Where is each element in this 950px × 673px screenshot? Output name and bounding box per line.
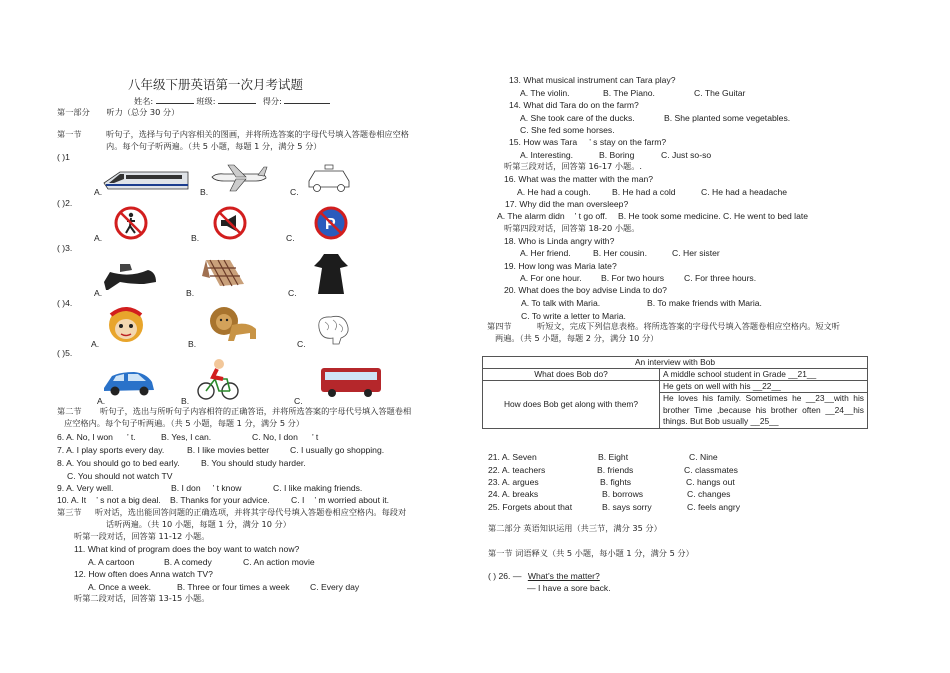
part2-heading: 第二部分 英语知识运用（共三节，满分 35 分） <box>488 523 662 533</box>
sec2-instruction-1: 听句子，选出与所听句子内容相符的正确答语，并将所选答案的字母代号填入答题卷相 <box>100 406 412 416</box>
q14-question: 14. What did Tara do on the farm? <box>509 100 639 110</box>
q2-choice-b: B. <box>191 233 200 243</box>
sec1-label: 第一节 <box>57 129 82 139</box>
q25-option-b: B. says sorry <box>602 502 652 512</box>
q26-line <box>488 571 600 582</box>
q23-option-a: 23. A. argues <box>488 477 539 487</box>
name-label: 姓名: <box>134 96 154 106</box>
q18-option-a: A. Her friend. <box>520 248 571 258</box>
q15-question-start: 15. How was Tara <box>509 137 578 147</box>
q21-option-b: B. Eight <box>598 452 629 462</box>
q24-option-c: C. changes <box>687 489 731 499</box>
part1-heading <box>57 107 179 118</box>
q3-choice-c: C. <box>288 288 297 298</box>
q1-choice-b: B. <box>200 187 209 197</box>
table-cell-q1: What does Bob do? <box>483 369 660 381</box>
part2-sec1: 第一节 词语释义（共 5 小题，每小题 1 分，满分 5 分） <box>488 548 694 558</box>
interview-table <box>482 356 868 429</box>
monkey-king-mask-image <box>101 303 151 347</box>
q13-option-a: A. The violin. <box>520 88 570 98</box>
picture-question-4-number: ( )4. <box>57 298 73 308</box>
picture-question-5-number: ( )5. <box>57 348 73 358</box>
q22-option-c: C. classmates <box>684 465 738 475</box>
brain-sketch-image <box>311 312 355 346</box>
svg-text:P: P <box>325 216 336 233</box>
black-dress-image <box>310 252 352 296</box>
dialog1-label: 听第一段对话，回答第 11-12 小题。 <box>74 531 210 541</box>
q11-option-c: C. An action movie <box>243 557 315 567</box>
boy-on-bicycle-image <box>195 357 241 403</box>
q12-option-b: B. Three or four times a week <box>177 582 290 592</box>
q9-option-a: 9. A. Very well. <box>57 483 114 493</box>
q5-choice-c: C. <box>294 396 303 406</box>
part1-text: 听力（总分 30 分） <box>106 107 180 117</box>
q6-c-text-end: ’ t <box>311 432 319 442</box>
q15-option-a: A. Interesting. <box>520 150 574 160</box>
q2-choice-a: A. <box>94 233 103 243</box>
q17-option-b: B. He took some medicine. <box>618 211 721 221</box>
q24-option-a: 24. A. breaks <box>488 489 539 499</box>
q21-option-c: C. Nine <box>689 452 718 462</box>
q14-option-b: B. She planted some vegetables. <box>664 113 791 123</box>
q4-choice-c: C. <box>297 339 306 349</box>
q25-option-c: C. feels angry <box>687 502 741 512</box>
q11-question: 11. What kind of program does the boy want to watch now? <box>74 544 300 554</box>
q26-number: ( ) 26. — <box>488 571 522 581</box>
sec2-label: 第二节 <box>57 406 82 416</box>
q17-option-c: C. He went to bed late <box>723 211 809 221</box>
q10-c-text: C. I <box>291 495 305 505</box>
q9-option-c: C. I like making friends. <box>273 483 363 493</box>
q16-option-a: A. He had a cough. <box>517 187 591 197</box>
q13-question: 13. What musical instrument can Tara play? <box>509 75 676 85</box>
q1-choice-c: C. <box>290 187 299 197</box>
picture-question-3-number: ( )3. <box>57 243 73 253</box>
q20-option-c: C. To write a letter to Maria. <box>521 311 626 321</box>
q18-option-b: B. Her cousin. <box>593 248 647 258</box>
score-label: 得分: <box>262 96 282 106</box>
sec3-instruction-1: 听对话，选出能回答问题的正确选项，并将其字母代号填入答题卷相应空格内。每段对 <box>95 507 407 517</box>
high-heel-shoe-image <box>100 260 160 292</box>
q17-question: 17. Why did the man oversleep? <box>505 199 629 209</box>
student-info-line <box>134 94 330 107</box>
class-blank[interactable] <box>218 94 256 104</box>
q6-option-a <box>57 432 136 443</box>
part1-label: 第一部分 <box>57 107 90 117</box>
q5-choice-a: A. <box>97 396 106 406</box>
q12-question: 12. How often does Anna watch TV? <box>74 569 213 579</box>
q18-option-c: C. Her sister <box>672 248 720 258</box>
q6-c-text: C. No, I don <box>252 432 298 442</box>
q14-option-a: A. She took care of the ducks. <box>520 113 635 123</box>
q16-option-c: C. He had a headache <box>701 187 788 197</box>
q23-option-b: B. fights <box>600 477 632 487</box>
q19-question: 19. How long was Maria late? <box>504 261 617 271</box>
q12-option-c: C. Every day <box>310 582 360 592</box>
dialog3-label: 听第三段对话，回答第 16-17 小题。. <box>504 161 643 171</box>
q22-option-a: 22. A. teachers <box>488 465 546 475</box>
q10-option-b: B. Thanks for your advice. <box>170 495 270 505</box>
sec1-instruction-1: 听句子，选择与句子内容相关的图画，并将所选答案的字母代号填入答题卷相应空格 <box>106 129 409 139</box>
q10-a-text: 10. A. It <box>57 495 87 505</box>
q8-option-c: C. You should not watch TV <box>67 471 173 481</box>
sec2-instruction-2: 应空格内。每个句子听两遍。（共 5 小题，每题 1 分，满分 5 分） <box>64 418 305 428</box>
score-blank[interactable] <box>284 94 330 104</box>
q6-option-c <box>252 432 318 443</box>
blue-car-image <box>100 366 158 398</box>
q7-option-a: 7. A. I play sports every day. <box>57 445 165 455</box>
table-cell-q2: How does Bob get along with them? <box>483 381 660 429</box>
q22-option-b: B. friends <box>597 465 634 475</box>
table-cell-a2: He gets on well with his __22__ <box>660 381 868 393</box>
q19-option-a: A. For one hour. <box>520 273 582 283</box>
no-pedestrians-sign-image <box>105 206 157 240</box>
q17-a-text: A. The alarm didn <box>497 211 565 221</box>
q15-question <box>509 137 666 148</box>
q9-b-text-end: ’ t know <box>212 483 242 493</box>
q14-option-c: C. She fed some horses. <box>520 125 615 135</box>
plaid-scarf-image <box>200 256 250 290</box>
q24-option-b: B. borrows <box>602 489 644 499</box>
picture-question-1-number: ( )1 <box>57 152 70 162</box>
page-title: 八年级下册英语第一次月考试题 <box>128 77 304 92</box>
q1-choice-a: A. <box>94 187 103 197</box>
q16-question: 16. What was the matter with the man? <box>504 174 654 184</box>
sec4-instruction-2: 两遍。（共 5 小题，每题 2 分，满分 10 分） <box>495 333 659 343</box>
q3-choice-b: B. <box>186 288 195 298</box>
sec3-label: 第三节 <box>57 507 82 517</box>
q11-option-b: B. A comedy <box>164 557 212 567</box>
q15-question-end: ’ s stay on the farm? <box>589 137 667 147</box>
table-cell-a1: A middle school student in Grade __21__ <box>660 369 868 381</box>
q10-option-a <box>57 495 161 506</box>
q13-option-b: B. The Piano. <box>603 88 655 98</box>
taxi-image <box>305 163 353 193</box>
lion-image <box>202 303 262 345</box>
q9-b-text: B. I don <box>171 483 201 493</box>
table-title: An interview with Bob <box>483 357 868 369</box>
dialog2-label: 听第二段对话，回答第 13-15 小题。 <box>74 593 210 603</box>
sec4-instruction-1: 听短文，完成下列信息表格。将所选答案的字母代号填入答题卷相应空格内。短文听 <box>537 321 840 331</box>
airplane-image <box>210 163 268 193</box>
table-row <box>483 357 868 369</box>
q3-choice-a: A. <box>94 288 103 298</box>
q13-option-c: C. The Guitar <box>694 88 746 98</box>
sec4-label: 第四节 <box>487 321 512 331</box>
q26-underlined-phrase: What’s the matter? <box>527 571 600 581</box>
class-label: 班级: <box>196 96 216 106</box>
q10-a-text-end: ’ s not a big deal. <box>96 495 161 505</box>
q16-option-b: B. He had a cold <box>612 187 676 197</box>
q11-option-a: A. A cartoon <box>88 557 135 567</box>
sec1-instruction-2: 内。每个句子听两遍。（共 5 小题，每题 1 分，满分 5 分） <box>106 141 322 151</box>
q26-reply: — I have a sore back. <box>527 583 611 593</box>
q25-option-a: 25. Forgets about that <box>488 502 573 512</box>
q19-option-b: B. For two hours <box>601 273 665 283</box>
q17-option-a <box>497 211 607 222</box>
table-cell-a3: He loves his family. Sometimes he __23__with his brother Time ,because his brother often __24__his things. But Bob usually __25__ <box>660 393 868 429</box>
table-row <box>483 381 868 393</box>
no-horn-sign-image <box>210 206 250 240</box>
q15-option-b: B. Boring <box>599 150 635 160</box>
red-bus-image <box>318 364 384 400</box>
q4-choice-b: B. <box>188 339 197 349</box>
q9-option-b <box>171 483 241 494</box>
q8-option-a: 8. A. You should go to bed early. <box>57 458 180 468</box>
q12-option-a: A. Once a week. <box>88 582 152 592</box>
q2-choice-c: C. <box>286 233 295 243</box>
q21-option-a: 21. A. Seven <box>488 452 537 462</box>
q23-option-c: C. hangs out <box>686 477 735 487</box>
table-row <box>483 369 868 381</box>
dialog4-label: 听第四段对话，回答第 18-20 小题。 <box>504 223 640 233</box>
name-blank[interactable] <box>156 94 194 104</box>
q18-question: 18. Who is Linda angry with? <box>504 236 615 246</box>
q7-option-b: B. I like movies better <box>187 445 270 455</box>
q6-option-b: B. Yes, I can. <box>161 432 212 442</box>
q4-choice-a: A. <box>91 339 100 349</box>
q20-option-a: A. To talk with Maria. <box>521 298 601 308</box>
q8-option-b: B. You should study harder. <box>201 458 306 468</box>
q10-option-c <box>291 495 389 506</box>
q20-question: 20. What does the boy advise Linda to do? <box>504 285 667 295</box>
q15-option-c: C. Just so-so <box>661 150 712 160</box>
q6-a-text-end: ’ t. <box>126 432 136 442</box>
high-speed-train-image <box>102 163 190 193</box>
q17-a-text-end: ’ t go off. <box>574 211 608 221</box>
no-parking-sign-image <box>303 206 359 240</box>
sec3-instruction-2: 话听两遍。（共 10 小题，每题 1 分，满分 10 分） <box>106 519 291 529</box>
q20-option-b: B. To make friends with Maria. <box>647 298 762 308</box>
q10-c-text-end: ’ m worried about it. <box>314 495 390 505</box>
picture-question-2-number: ( )2. <box>57 198 73 208</box>
q5-choice-b: B. <box>181 396 190 406</box>
q19-option-c: C. For three hours. <box>684 273 757 283</box>
q6-a-text: 6. A. No, I won <box>57 432 113 442</box>
q7-option-c: C. I usually go shopping. <box>290 445 385 455</box>
